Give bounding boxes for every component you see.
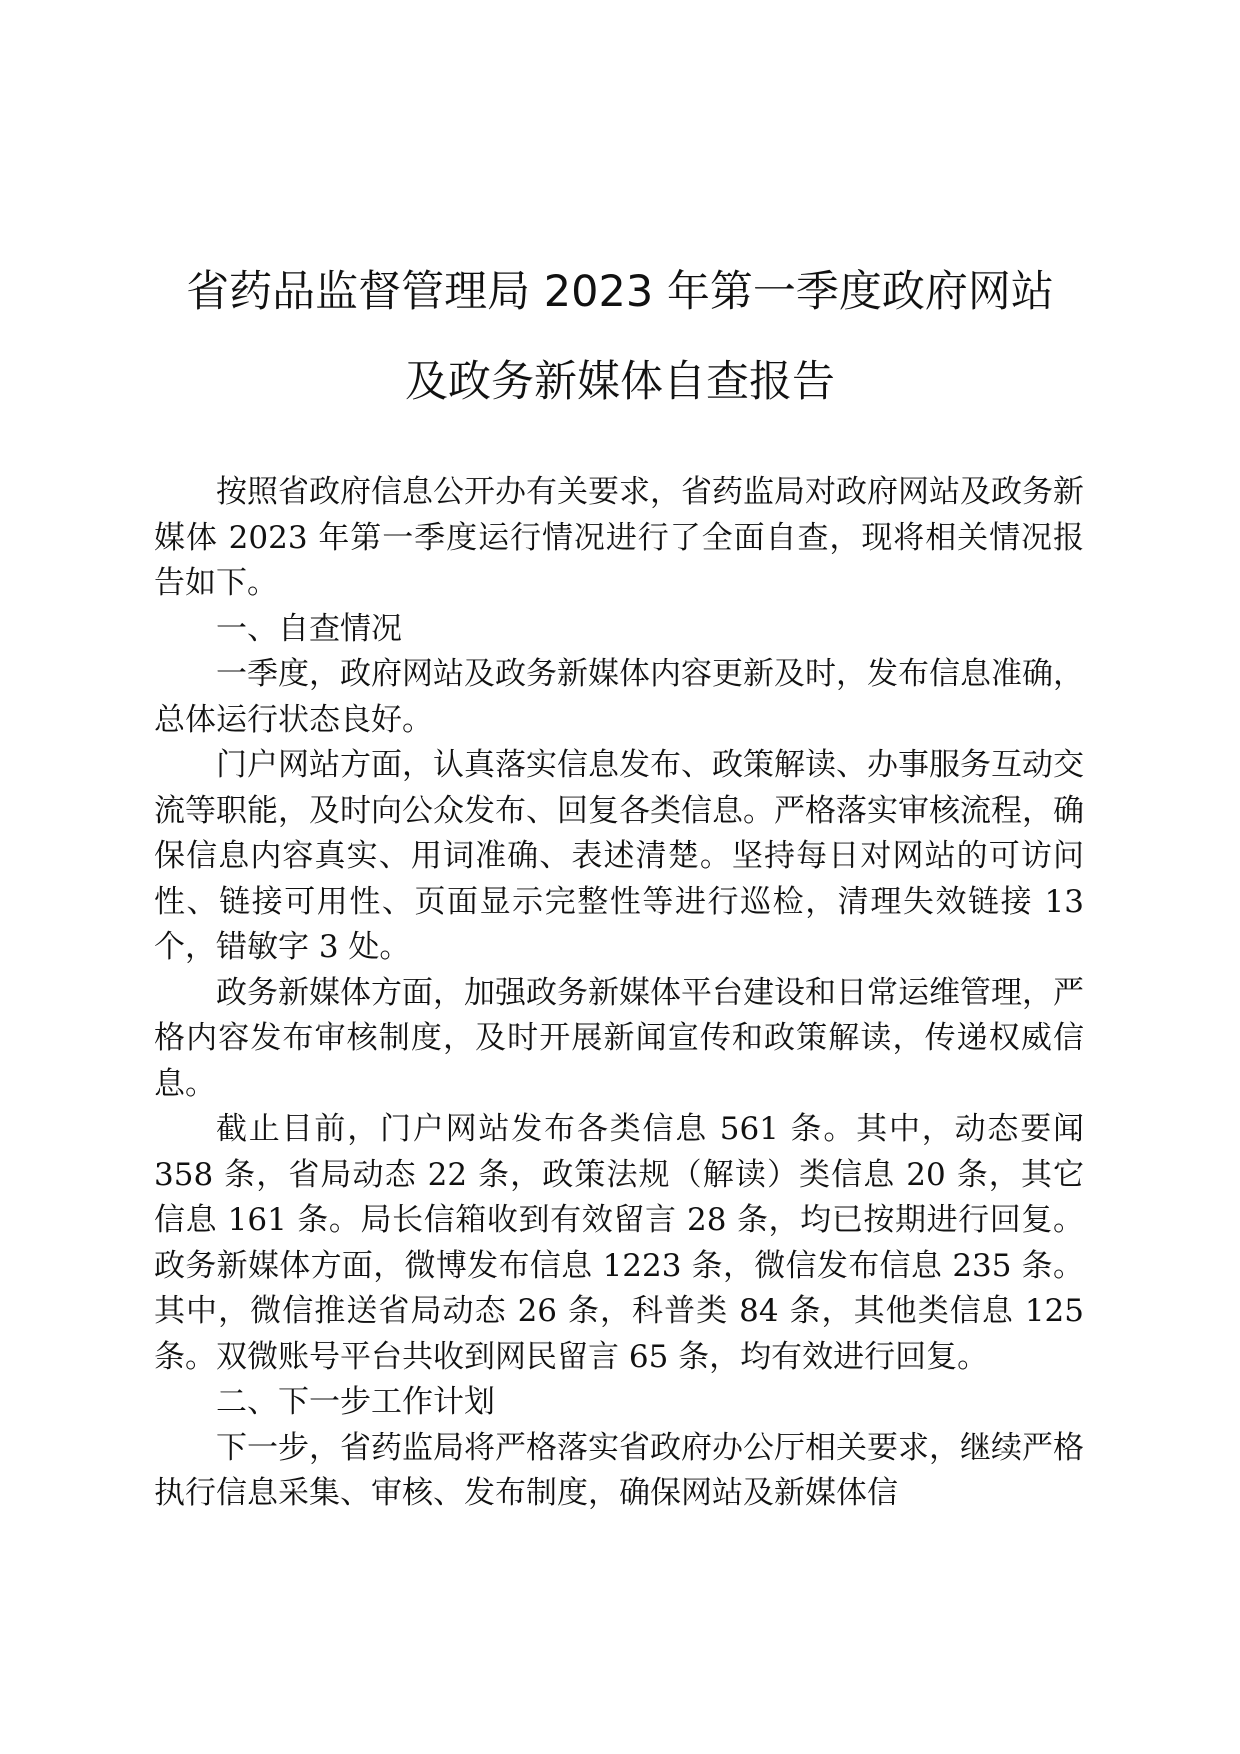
document-body bbox=[154, 470, 1084, 1517]
summary-paragraph: 一季度，政府网站及政务新媒体内容更新及时，发布信息准确，总体运行状态良好。 bbox=[154, 656, 1084, 738]
new-media-paragraph: 政务新媒体方面，加强政务新媒体平台建设和日常运维管理，严格内容发布审核制度，及时开展新闻宣传和政策解读，传递权威信息。 bbox=[154, 974, 1084, 1102]
document-title-line-2: 及政务新媒体自查报告 bbox=[405, 357, 835, 407]
statistics-paragraph: 截止目前，门户网站发布各类信息 561 条。其中，动态要闻 358 条，省局动态 22 条，政策法规（解读）类信息 20 条，其它信息 161 条。局长信箱收到有效留言 28 条，均已按期进行回复。政务新媒体方面，微博发布信息 1223 条，微信发布信息 235 条。其中，微信推送省局动态 26 条，科普类 84 条，其他类信息 125 条。双微账号平台共收到网民留言 65 条，均有效进行回复。 bbox=[154, 1111, 1084, 1375]
intro-paragraph: 按照省政府信息公开办有关要求，省药监局对政府网站及政务新媒体 2023 年第一季度运行情况进行了全面自查，现将相关情况报告如下。 bbox=[154, 474, 1084, 601]
document-title-line-1: 省药品监督管理局 2023 年第一季度政府网站 bbox=[186, 267, 1054, 317]
portal-website-paragraph: 门户网站方面，认真落实信息发布、政策解读、办事服务互动交流等职能，及时向公众发布、回复各类信息。严格落实审核流程，确保信息内容真实、用词准确、表述清楚。坚持每日对网站的可访问性、链接可用性、页面显示完整性等进行巡检，清理失效链接 13 个，错敏字 3 处。 bbox=[154, 747, 1084, 965]
section-heading-self-inspection: 一、自查情况 bbox=[216, 610, 402, 647]
section-heading-next-steps: 二、下一步工作计划 bbox=[216, 1384, 495, 1420]
next-steps-paragraph: 下一步，省药监局将严格落实省政府办公厅相关要求，继续严格执行信息采集、审核、发布制度，确保网站及新媒体信 bbox=[154, 1429, 1084, 1511]
